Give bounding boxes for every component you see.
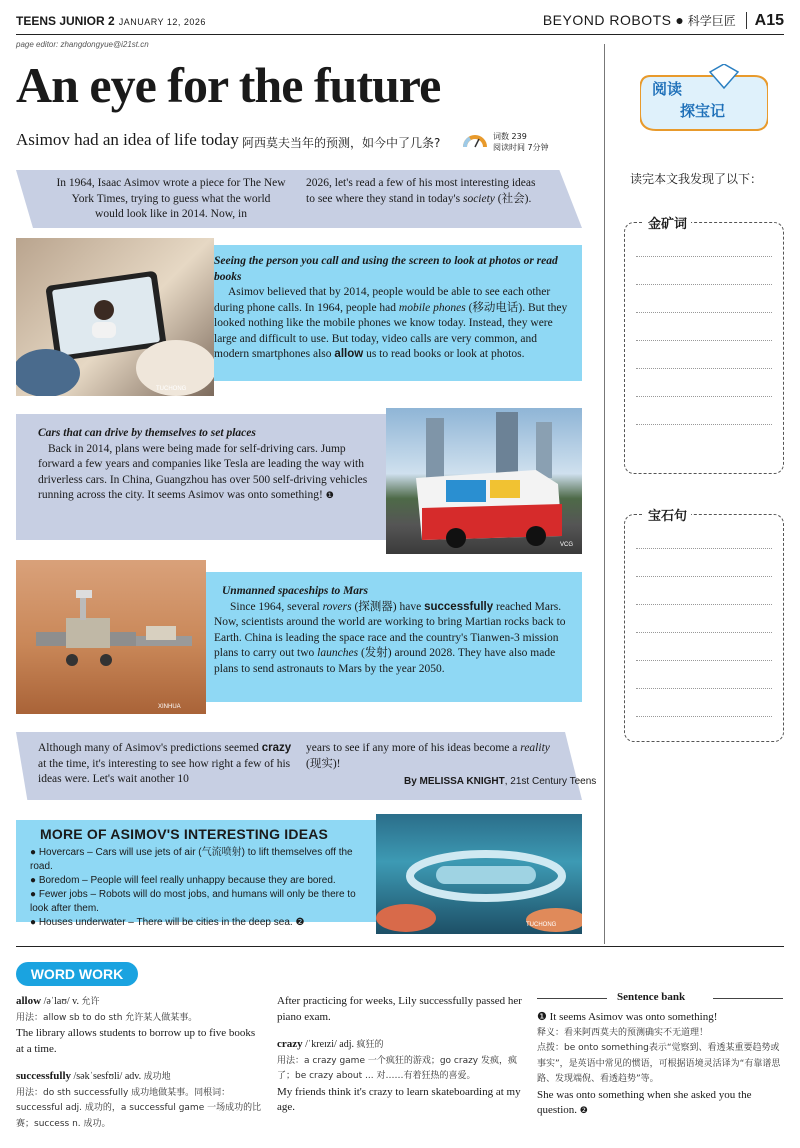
sentence-bank	[537, 1010, 785, 1119]
paper-name: TEENS JUNIOR 2	[16, 14, 115, 28]
vocab-pronunciation: /səkˈsesfʊli/ adv.	[71, 1071, 144, 1082]
vocab-word: successfully	[16, 1070, 71, 1082]
gem-sentences-label: 宝石句	[644, 505, 691, 524]
sentence-bank-header	[537, 990, 785, 1006]
section-header	[543, 12, 784, 30]
vocab-pronunciation: /ˈkreɪzi/ adj.	[302, 1039, 357, 1050]
body-text: at the time, it's interesting to see how right a few of his ideas were. Let's wait another 10	[38, 757, 291, 785]
gold-words-box[interactable]	[624, 222, 784, 474]
writing-line	[636, 340, 772, 341]
badge-subtitle: 探宝记	[680, 102, 726, 120]
vocab-usage: 用法：allow sb to do sth 允许某人做某事。	[16, 1012, 198, 1023]
conclusion-left	[38, 741, 294, 788]
issue-date: JANUARY 12, 2026	[118, 17, 206, 27]
list-item: ● Boredom – People will feel really unhappy because they are bored.	[30, 875, 336, 886]
vocab-word: crazy	[277, 1038, 303, 1050]
section-heading: Seeing the person you call and using the screen to look at photos or read books	[214, 255, 558, 283]
photo-credit: TUCHONG	[526, 922, 557, 928]
sentence-bank-label: Sentence bank	[617, 991, 686, 1003]
photo-video-call	[16, 238, 214, 396]
rule-left	[537, 998, 607, 999]
rover-illustration	[16, 560, 206, 714]
section-text	[214, 600, 572, 678]
article-subtitle-cn: 阿西莫夫当年的预测，如今中了几条?	[242, 136, 441, 150]
section-body-self-driving	[38, 426, 378, 504]
vocab-meaning: 成功地	[143, 1072, 171, 1082]
more-ideas-list	[30, 846, 370, 930]
byline	[404, 776, 596, 787]
intro-right-emphasis: society	[462, 192, 495, 205]
bank-note: 点拨：be onto something表示“觉察到、看透某重要趋势或事实”，是英语中常见的惯语，可根据语境灵活译为“有靠谱思路、发现端倪、看透趋势”等。	[537, 1043, 781, 1084]
section-rule	[16, 946, 784, 947]
vocab-entry-crazy	[277, 1037, 525, 1054]
vocab-usage: 用法：do sth successfully 成功地做某事。同根词：successful adj. 成功的，a successful game 一场成功的比赛；success n. 成功。	[16, 1087, 262, 1129]
section-name: BEYOND ROBOTS	[542, 12, 672, 28]
body-text: us to read books or look at photos.	[363, 348, 525, 360]
body-keyword: crazy	[261, 742, 292, 754]
photo-credit: XINHUA	[158, 704, 181, 710]
section-text	[214, 285, 570, 363]
conclusion-right	[306, 741, 556, 772]
vocab-entry-successfully	[16, 1069, 264, 1086]
vocab-word: allow	[16, 995, 42, 1007]
body-text: reached Mars. Now, scientists around the world are working to bring Martian rocks back to Earth. China is leading the space race and the country's Tianwen-3 mission plans to carry out two	[214, 600, 566, 659]
page-number: A15	[746, 12, 784, 29]
body-keyword: successfully	[424, 600, 494, 613]
intro-right	[306, 176, 546, 207]
vocab-entry-allow	[16, 994, 264, 1011]
header-rule	[16, 34, 784, 35]
writing-line	[636, 716, 772, 717]
page-editor: page editor: zhangdongyue@i21st.cn	[16, 40, 149, 49]
bank-example	[537, 1088, 785, 1119]
writing-line	[636, 576, 772, 577]
photo-mars-rover	[16, 560, 206, 714]
vocab-example: The library allows students to borrow up to five books at a time.	[16, 1027, 256, 1055]
list-item: ● Houses underwater – There will be cities in the deep sea. ❷	[30, 917, 305, 928]
photo-underwater-city	[376, 814, 582, 934]
vocab-pronunciation: /əˈlaʊ/ v.	[41, 996, 82, 1007]
body-text: Since 1964, several	[230, 600, 323, 613]
writing-line	[636, 312, 772, 313]
body-text: years to see if any more of his ideas become a	[306, 742, 521, 754]
read-time: 阅读时间 7分钟	[493, 143, 549, 152]
section-body-mars	[214, 584, 572, 677]
writing-line	[636, 256, 772, 257]
body-text: (探测器) have	[351, 600, 425, 613]
writing-line	[636, 660, 772, 661]
note-marker: ❶	[325, 490, 334, 500]
section-heading: Unmanned spaceships to Mars	[222, 585, 369, 597]
list-item: ● Hovercars – Cars will use jets of air (气流喷射) to lift themselves off the road.	[30, 847, 353, 872]
vocab-meaning: 疯狂的	[356, 1040, 384, 1050]
body-text: Asimov believed that by 2014, people would be able to see each other during phone calls. In 1964, people had	[214, 286, 551, 314]
photo-credit: TUCHONG	[156, 386, 187, 392]
rule-right	[713, 998, 783, 999]
paper-header	[16, 14, 206, 29]
more-ideas-heading: MORE OF ASIMOV'S INTERESTING IDEAS	[40, 826, 329, 842]
note-marker: ❷	[579, 1105, 588, 1115]
reading-gauge-icon	[462, 133, 488, 149]
bank-sentence: ❶ It seems Asimov was onto something!	[537, 1011, 718, 1023]
body-text: Although many of Asimov's predictions seemed	[38, 742, 262, 754]
section-body-video-calls	[214, 254, 570, 363]
bank-example-text: She was onto something when she asked you the question.	[537, 1088, 752, 1116]
author-org: , 21st Century Teens	[504, 776, 597, 787]
body-emphasis: reality	[520, 742, 550, 754]
article-title: An eye for the future	[16, 57, 441, 113]
badge-title: 阅读	[652, 80, 683, 98]
article-subtitle: Asimov had an idea of life today	[16, 130, 239, 149]
bank-translation: 释义：看来阿西莫夫的预测确实不无道理！	[537, 1027, 709, 1038]
underwater-illustration	[376, 814, 582, 934]
section-heading: Cars that can drive by themselves to set places	[38, 427, 256, 439]
list-item: ● Fewer jobs – Robots will do most jobs, and humans will only be there to look after them.	[30, 889, 356, 914]
body-text: (移动电话). But they looked nothing like the mobile phones we know today. Instead, they were large and difficult to use. But today, video calls are very common, and modern smartphones also	[214, 301, 568, 360]
intro-right-text: 2026, let's read a few of his most interesting ideas to see where they stand in today's	[306, 177, 536, 205]
writing-line	[636, 632, 772, 633]
section-text	[38, 442, 378, 504]
writing-line	[636, 396, 772, 397]
author-name: By MELISSA KNIGHT	[404, 776, 505, 787]
body-emphasis: mobile phones	[398, 301, 466, 314]
body-emphasis: launches	[317, 647, 359, 659]
body-emphasis: rovers	[322, 600, 352, 613]
dot-icon: ●	[675, 12, 684, 28]
body-text: (现实)!	[306, 757, 341, 770]
vocab-example: After practicing for weeks, Lily successfully passed her piano exam.	[277, 995, 522, 1023]
writing-line	[636, 548, 772, 549]
body-keyword: allow	[334, 348, 364, 360]
writing-line	[636, 284, 772, 285]
body-text: (发射) around 2028. They have also made plans to send astronauts to Mars by the year 2050.	[214, 647, 556, 675]
vocab-meaning: 允许	[81, 997, 100, 1007]
intro-left: In 1964, Isaac Asimov wrote a piece for The New York Times, trying to guess what the world would look like in 2014. Now, in	[56, 177, 286, 220]
word-work-label: WORD WORK	[16, 962, 138, 986]
vocab-column-2	[277, 994, 525, 1116]
notes-prompt: 读完本文我发现了以下：	[630, 172, 763, 186]
section-name-cn: 科学巨匠	[687, 14, 736, 28]
bus-illustration	[386, 408, 582, 554]
gold-words-label: 金矿词	[644, 213, 691, 232]
tablet-illustration	[16, 238, 214, 396]
vocab-example: My friends think it's crazy to learn skateboarding at my age.	[277, 1085, 521, 1113]
column-divider	[604, 44, 605, 944]
writing-line	[636, 424, 772, 425]
body-text: Back in 2014, plans were being made for self-driving cars. Jump forward a few years and companies like Tesla are leading the way with driverless cars. In China, Guangzhou has over 500 self-driving vehicles running across the city. It seems Asimov was onto something!	[38, 442, 368, 501]
vocab-usage: 用法：a crazy game 一个疯狂的游戏；go crazy 发疯，疯了；be crazy about ... 对……有着狂热的喜爱。	[277, 1055, 517, 1081]
vocab-column-1	[16, 994, 264, 1132]
writing-line	[636, 368, 772, 369]
writing-line	[636, 604, 772, 605]
word-count: 词数 239	[493, 132, 527, 141]
photo-credit: VCG	[560, 542, 574, 548]
photo-self-driving-bus	[386, 408, 582, 554]
writing-line	[636, 688, 772, 689]
intro-right-gloss: (社会).	[494, 192, 532, 205]
treasure-badge	[640, 64, 768, 134]
reading-stats	[493, 131, 549, 153]
